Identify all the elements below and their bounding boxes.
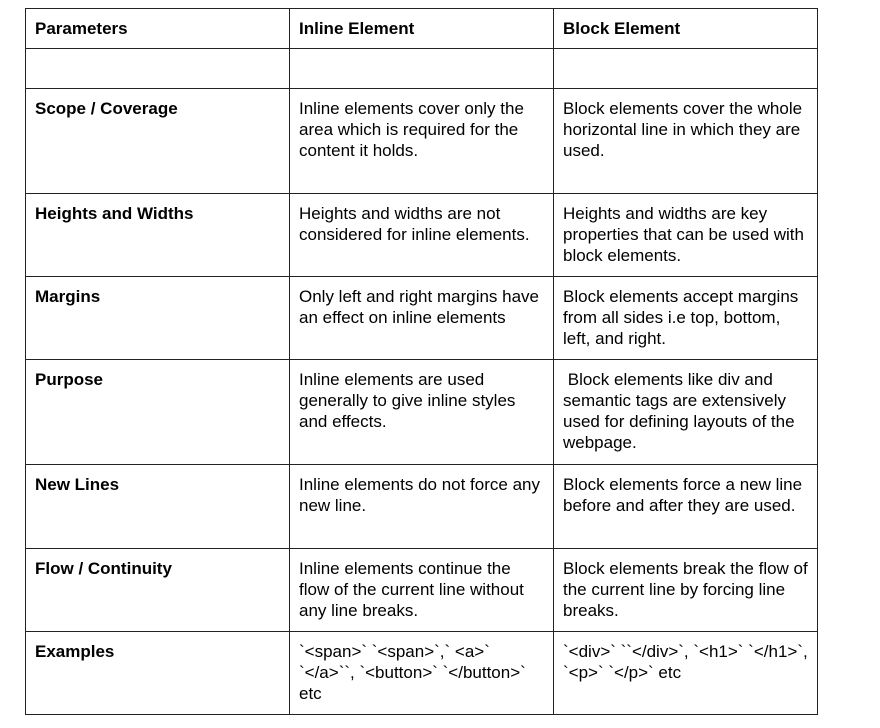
header-inline-element: Inline Element (290, 9, 554, 49)
table-row (26, 632, 818, 715)
cell-block: Heights and widths are key properties that can be used with block elements. (554, 194, 818, 277)
table-row (26, 194, 818, 277)
header-parameters: Parameters (26, 9, 290, 49)
cell-parameter: Scope / Coverage (26, 89, 290, 194)
cell-parameter: Purpose (26, 360, 290, 465)
cell-block: Block elements accept margins from all sides i.e top, bottom, left, and right. (554, 277, 818, 360)
cell-parameter: Examples (26, 632, 290, 715)
table-row-empty (26, 49, 818, 89)
header-block-element: Block Element (554, 9, 818, 49)
cell-parameter: Heights and Widths (26, 194, 290, 277)
cell-inline: Heights and widths are not considered for inline elements. (290, 194, 554, 277)
table-row (26, 360, 818, 465)
cell-inline: Inline elements continue the flow of the current line without any line breaks. (290, 549, 554, 632)
cell-block: Block elements force a new line before and after they are used. (554, 465, 818, 549)
cell-block: `<div>` ``</div>`, `<h1>` `</h1>`, `<p>` `</p>` etc (554, 632, 818, 715)
cell-block: Block elements break the flow of the current line by forcing line breaks. (554, 549, 818, 632)
cell-inline: Only left and right margins have an effect on inline elements (290, 277, 554, 360)
cell-parameter: New Lines (26, 465, 290, 549)
cell-inline: `<span>` `<span>`,` <a>` `</a>``, `<button>` `</button>` etc (290, 632, 554, 715)
cell-parameter: Flow / Continuity (26, 549, 290, 632)
table-header-row (26, 9, 818, 49)
cell-parameter: Margins (26, 277, 290, 360)
cell-block: Block elements like div and semantic tags are extensively used for defining layouts of the webpage. (554, 360, 818, 465)
comparison-table (25, 8, 818, 715)
cell-inline: Inline elements do not force any new line. (290, 465, 554, 549)
table-row (26, 277, 818, 360)
cell-parameter (26, 49, 290, 89)
cell-inline: Inline elements are used generally to give inline styles and effects. (290, 360, 554, 465)
table-row (26, 89, 818, 194)
cell-block (554, 49, 818, 89)
table-row (26, 549, 818, 632)
cell-inline: Inline elements cover only the area which is required for the content it holds. (290, 89, 554, 194)
table-row (26, 465, 818, 549)
cell-block: Block elements cover the whole horizontal line in which they are used. (554, 89, 818, 194)
cell-inline (290, 49, 554, 89)
